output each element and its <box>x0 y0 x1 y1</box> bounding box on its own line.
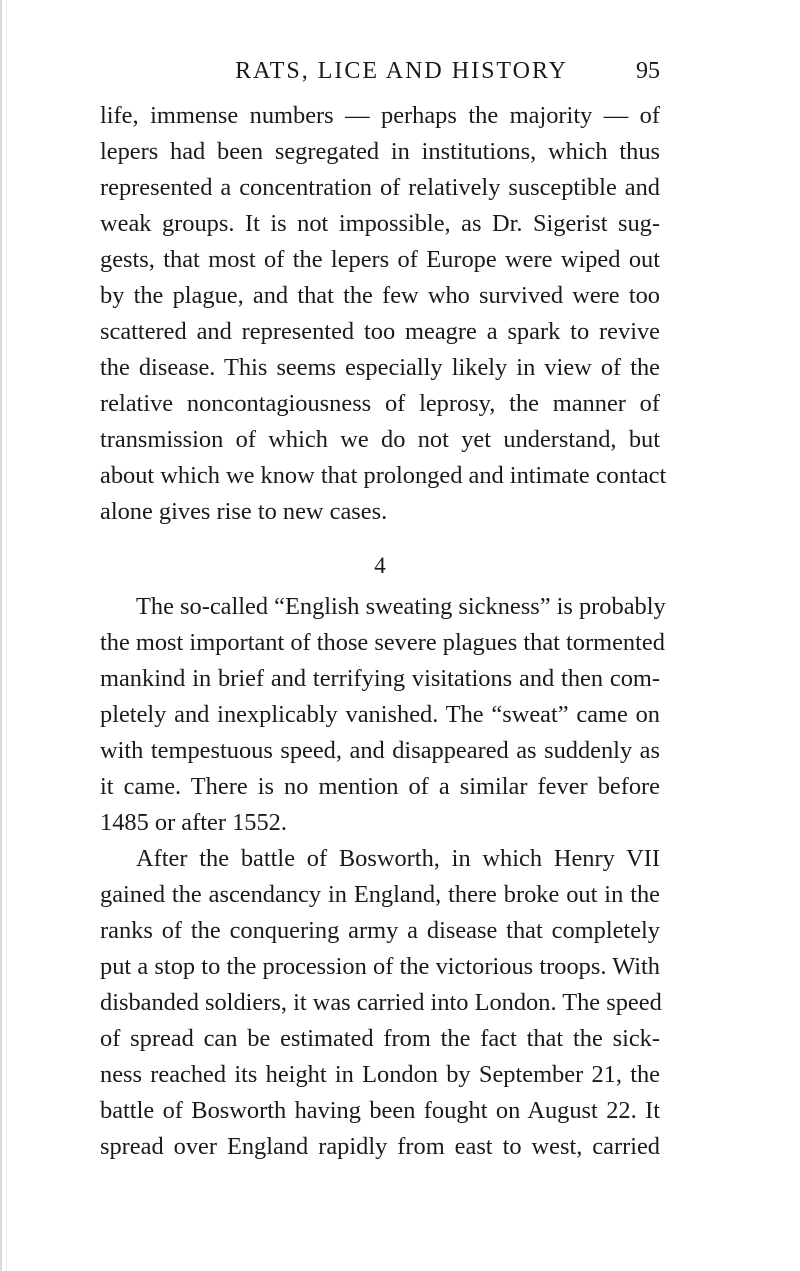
text-line: 1485 or after 1552. <box>100 809 287 836</box>
text-line: weak groups. It is not impossible, as Dr. Sigerist sug- <box>100 210 660 237</box>
text-line: lepers had been segregated in institutions, which thus <box>100 138 660 165</box>
text-line: relative noncontagiousness of leprosy, the manner of <box>100 390 660 417</box>
page-number: 95 <box>636 58 660 84</box>
text-line: with tempestuous speed, and disappeared as suddenly as <box>100 737 660 764</box>
text-line: life, immense numbers — perhaps the majority — of <box>100 102 660 129</box>
text-line: disbanded soldiers, it was carried into London. The speed <box>100 989 662 1016</box>
text-line: After the battle of Bosworth, in which Henry VII <box>136 845 660 872</box>
text-line: battle of Bosworth having been fought on August 22. It <box>100 1097 660 1124</box>
text-line: ranks of the conquering army a disease that completely <box>100 917 660 944</box>
paragraph-2 <box>100 589 666 841</box>
binding-edge-inner <box>6 0 7 1271</box>
book-page <box>100 58 667 1165</box>
text-line: about which we know that prolonged and intimate contact <box>100 462 667 489</box>
text-line: it came. There is no mention of a similar fever before <box>100 773 660 800</box>
text-line: gests, that most of the lepers of Europe were wiped out <box>100 246 660 273</box>
text-line: of spread can be estimated from the fact that the sick- <box>100 1025 660 1052</box>
section-number: 4 <box>374 553 386 578</box>
text-line: alone gives rise to new cases. <box>100 498 388 525</box>
text-line: put a stop to the procession of the victorious troops. With <box>100 953 660 980</box>
text-line: represented a concentration of relatively susceptible and <box>100 174 660 201</box>
binding-edge <box>0 0 2 1271</box>
text-line: pletely and inexplicably vanished. The “sweat” came on <box>100 701 660 728</box>
text-line: the most important of those severe plagues that tormented <box>100 629 665 656</box>
running-head-title: RATS, LICE AND HISTORY <box>235 58 568 84</box>
text-line: mankind in brief and terrifying visitations and then com- <box>100 665 660 692</box>
text-line: the disease. This seems especially likely in view of the <box>100 354 660 381</box>
text-line: by the plague, and that the few who survived were too <box>100 282 660 309</box>
text-line: The so-called “English sweating sickness” is probably <box>136 593 666 620</box>
running-head <box>100 58 660 98</box>
text-line: transmission of which we do not yet understand, but <box>100 426 660 453</box>
text-line: scattered and represented too meagre a spark to revive <box>100 318 660 345</box>
paragraph-1 <box>100 98 667 530</box>
text-line: ness reached its height in London by September 21, the <box>100 1061 660 1088</box>
paragraph-3 <box>100 841 660 1165</box>
text-line: gained the ascendancy in England, there broke out in the <box>100 881 660 908</box>
text-line: spread over England rapidly from east to west, carried <box>100 1133 660 1160</box>
